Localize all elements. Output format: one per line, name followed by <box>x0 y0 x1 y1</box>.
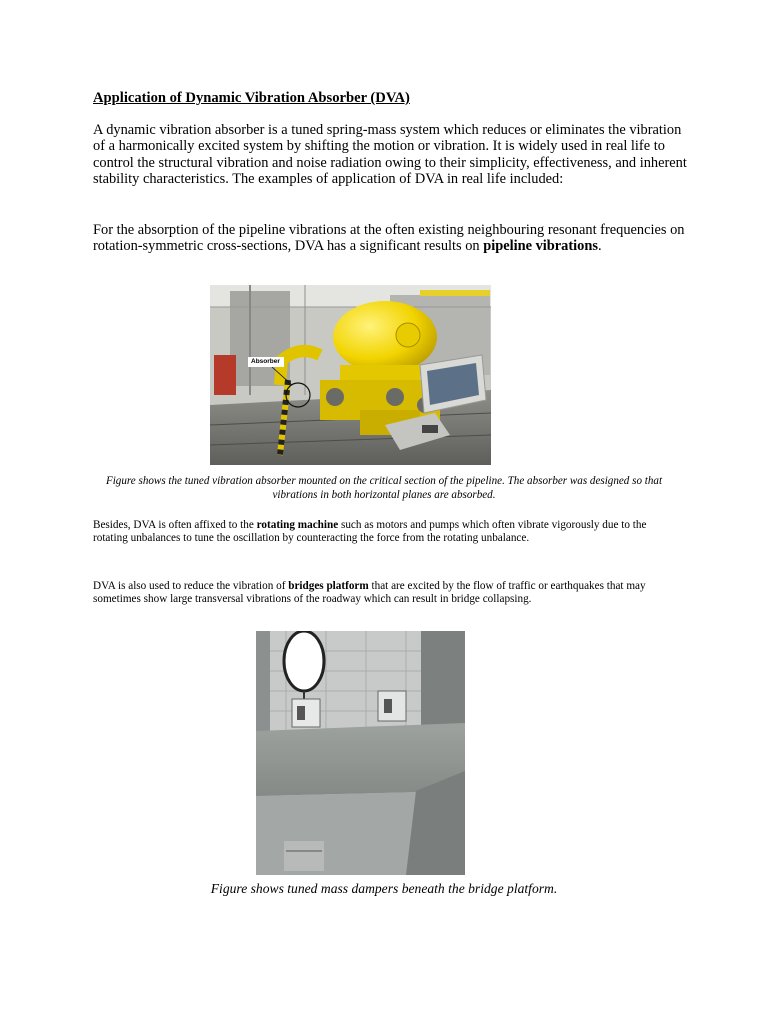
intro-paragraph: A dynamic vibration absorber is a tuned spring-mass system which reduces or eliminates the vibration of a harmonically excited system by shifting the motion or vibration. It is widely used in real life to control the structural vibration and noise radiation owing to their simplicity, effectiveness, and inherent stability characteristics. The examples of application of DVA in real life included: <box>93 122 687 188</box>
pipeline-text: For the absorption of the pipeline vibrations at the often existing neighbouring resonant frequencies on rotation-symmetric cross-sections, DVA has a significant results on <box>93 222 685 255</box>
bridge-text-end: that are excited by the flow of traffic or earthquakes that may sometimes show large transversal vibrations of the roadway which can result in bridge collapsing. <box>93 580 646 606</box>
page-title: Application of Dynamic Vibration Absorber (DVA) <box>93 90 410 106</box>
pipeline-absorber-photo <box>210 285 491 465</box>
bridge-text: DVA is also used to reduce the vibration of <box>93 580 289 592</box>
pipeline-bold: pipeline vibrations <box>483 238 598 255</box>
figure-caption-pipeline: Figure shows the tuned vibration absorber mounted on the critical section of the pipeline. The absorber was designed so that vibrations in both horizontal planes are absorbed. <box>105 475 663 501</box>
absorber-label: Absorber <box>251 358 280 365</box>
rotating-text: Besides, DVA is often affixed to the <box>93 519 257 531</box>
bridge-paragraph <box>93 580 668 607</box>
pipeline-text-end: . <box>597 238 602 255</box>
rotating-bold: rotating machine <box>256 519 339 531</box>
rotating-machine-paragraph <box>93 519 668 546</box>
rotating-text-end: such as motors and pumps which often vibrate vigorously due to the rotating unbalances to tune the oscillation by counteracting the force from the rotating unbalance. <box>93 519 647 545</box>
bridge-dampers-photo <box>256 631 465 875</box>
bridge-bold: bridges platform <box>288 580 369 592</box>
pipeline-paragraph <box>93 222 693 255</box>
figure-caption-bridge: Figure shows tuned mass dampers beneath the bridge platform. <box>210 881 558 896</box>
